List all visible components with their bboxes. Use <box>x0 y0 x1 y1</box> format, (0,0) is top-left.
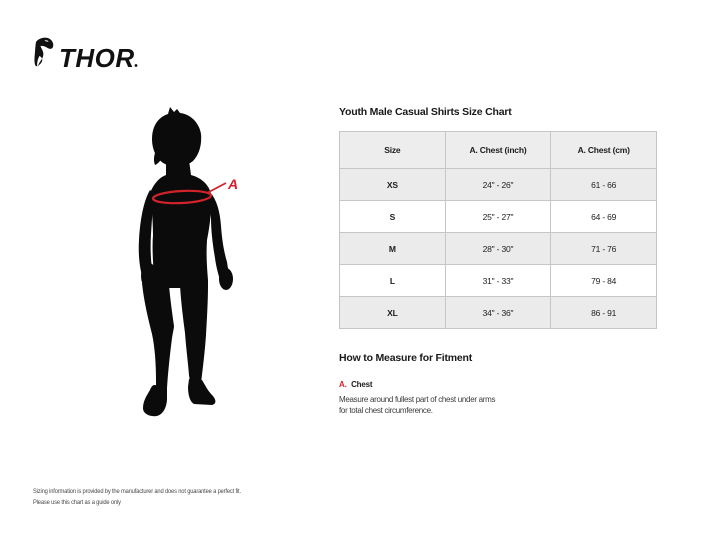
table-row <box>340 169 657 201</box>
size-chart-table <box>339 131 657 329</box>
measurement-figure <box>110 90 310 430</box>
size-chart-section <box>339 106 659 416</box>
child-silhouette-diagram <box>110 90 310 430</box>
cell-chest-inch: 31" - 33" <box>445 265 551 297</box>
table-row <box>340 201 657 233</box>
trademark-dot <box>135 64 138 67</box>
measure-item-label: Chest <box>351 380 373 389</box>
disclaimer <box>33 487 390 508</box>
cell-size: S <box>340 201 446 233</box>
measure-item-description: Measure around fullest part of chest under arms for total chest circumference. <box>339 395 496 415</box>
disclaimer-line-2: Please use this chart as a guide only <box>33 498 121 506</box>
cell-size: M <box>340 233 446 265</box>
cell-chest-inch: 25" - 27" <box>445 201 551 233</box>
measure-item-key: A. <box>339 380 347 389</box>
cell-chest-cm: 71 - 76 <box>551 233 657 265</box>
cell-chest-cm: 64 - 69 <box>551 201 657 233</box>
thor-logo-graphic <box>33 36 149 76</box>
table-row <box>340 265 657 297</box>
marker-label: A <box>228 176 239 192</box>
column-header-size: Size <box>340 132 446 169</box>
measure-item-title <box>339 374 659 392</box>
cell-chest-inch: 34" - 36" <box>445 297 551 329</box>
column-header-chest-cm: A. Chest (cm) <box>551 132 657 169</box>
marker-leader-line <box>207 183 226 193</box>
brand-logo <box>33 36 149 76</box>
table-row <box>340 233 657 265</box>
disclaimer-line-1: Sizing information is provided by the manufacturer and does not guarantee a perfect fit. <box>33 488 241 495</box>
table-header-row <box>340 132 657 169</box>
child-silhouette <box>139 107 233 416</box>
cell-size: XS <box>340 169 446 201</box>
table-row <box>340 297 657 329</box>
cell-chest-inch: 28" - 30" <box>445 233 551 265</box>
cell-chest-cm: 61 - 66 <box>551 169 657 201</box>
cell-size: L <box>340 265 446 297</box>
cell-size: XL <box>340 297 446 329</box>
size-chart-title: Youth Male Casual Shirts Size Chart <box>339 106 512 118</box>
cell-chest-cm: 86 - 91 <box>551 297 657 329</box>
column-header-chest-inch: A. Chest (inch) <box>445 132 551 169</box>
measure-guide-item <box>339 374 659 416</box>
measure-guide-heading: How to Measure for Fitment <box>339 352 473 364</box>
thor-goat-icon <box>34 38 53 67</box>
cell-chest-cm: 79 - 84 <box>551 265 657 297</box>
brand-logotype: THOR <box>59 43 135 73</box>
cell-chest-inch: 24" - 26" <box>445 169 551 201</box>
